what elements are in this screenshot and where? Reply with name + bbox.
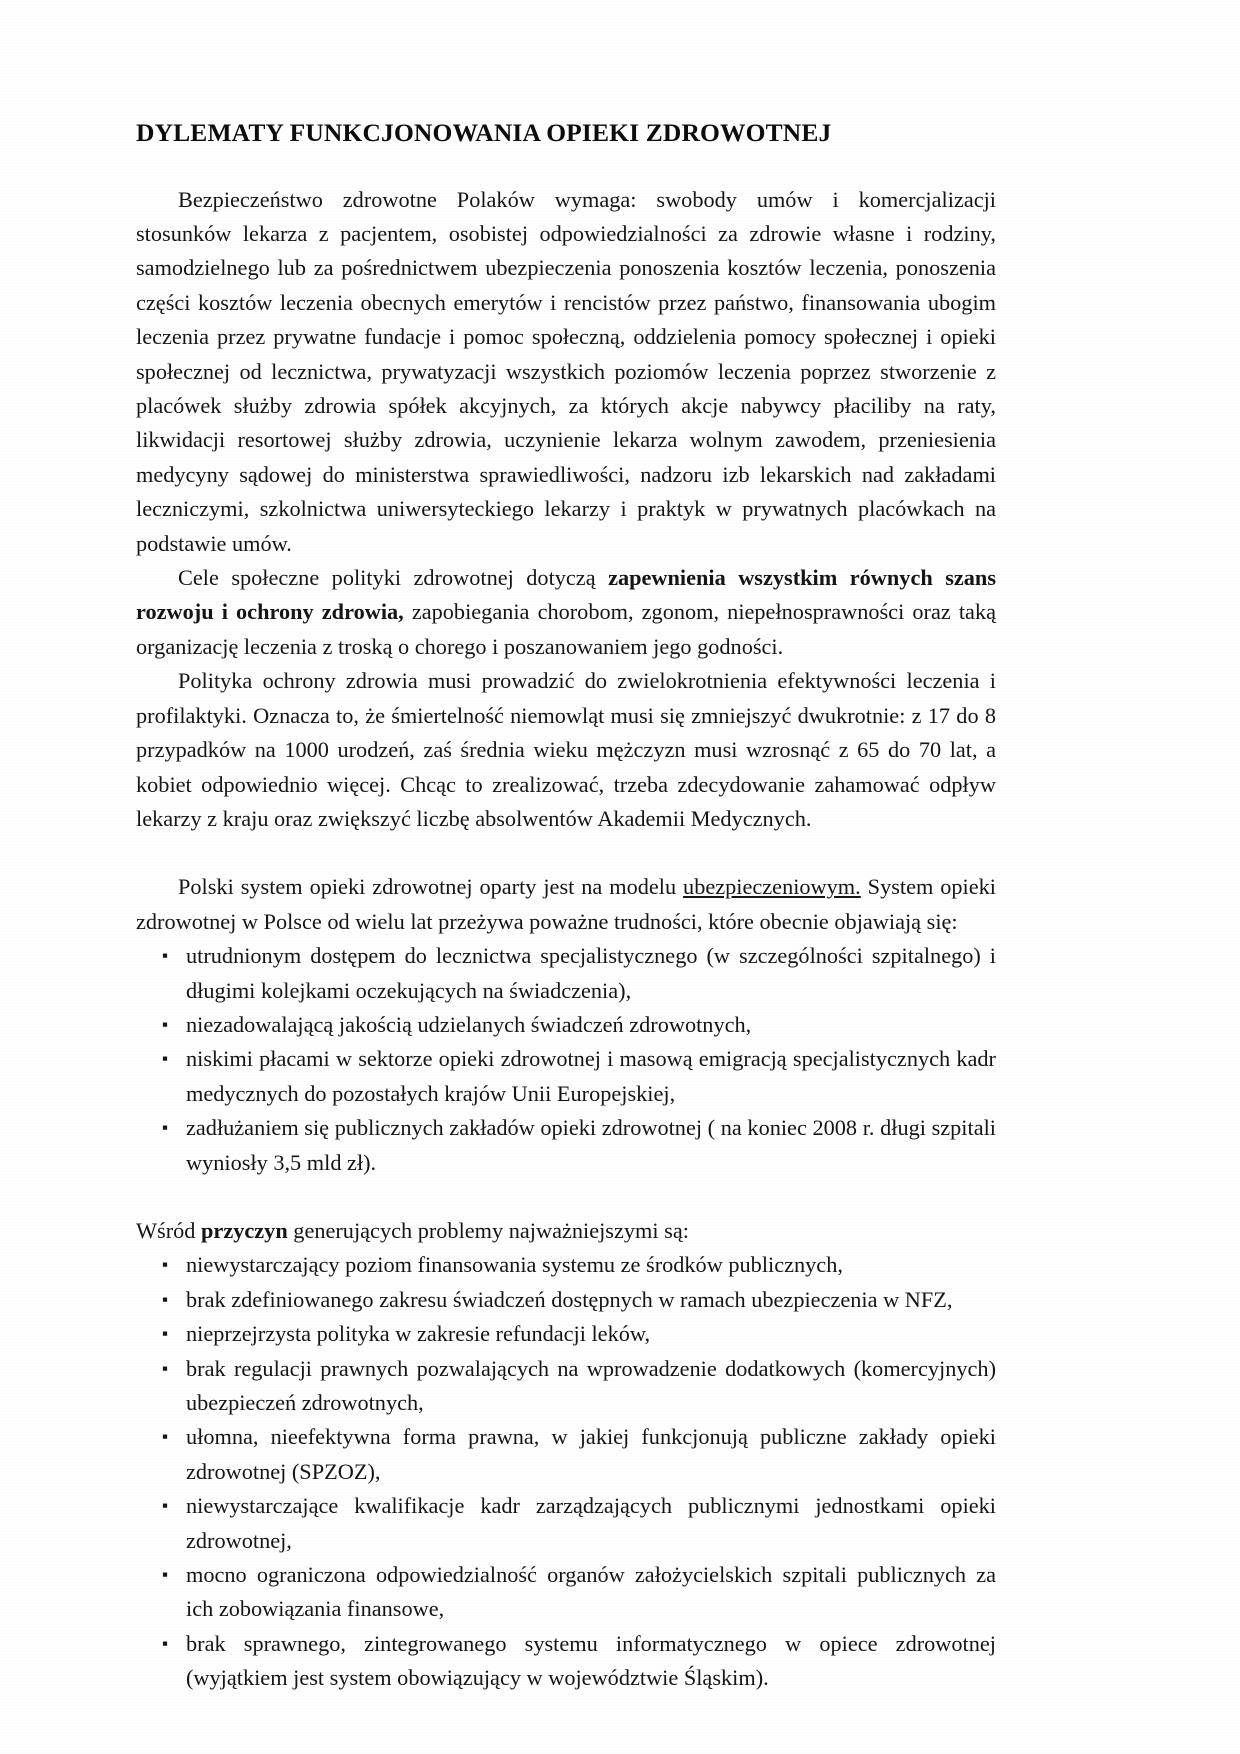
bullet-icon: ▪ bbox=[162, 1324, 169, 1344]
section-spacer bbox=[136, 1180, 996, 1214]
list-item-text: ułomna, nieefektywna forma prawna, w jakiej funkcjonują publiczne zakłady opieki zdrowotnej (SPZOZ), bbox=[186, 1424, 996, 1484]
list-item-text: brak sprawnego, zintegrowanego systemu informatycznego w opiece zdrowotnej (wyjątkiem jest system obowiązujący w województwie Śląskim). bbox=[186, 1630, 996, 1691]
causes-lead-line bbox=[136, 1214, 996, 1248]
list-item-text: brak zdefiniowanego zakresu świadczeń dostępnych w ramach ubezpieczenia w NFZ, bbox=[186, 1286, 953, 1312]
causes-lead-after: generujących problemy najważniejszymi są: bbox=[287, 1217, 689, 1243]
causes-lead-before: Wśród bbox=[136, 1217, 202, 1243]
list-item-text: nieprzejrzysta polityka w zakresie refundacji leków, bbox=[186, 1321, 651, 1347]
bullet-icon: ▪ bbox=[162, 1255, 169, 1275]
paragraph-bezpieczenstwo: Bezpieczeństwo zdrowotne Polaków wymaga: swobody umów i komercjalizacji stosunków lekarza z pacjentem, osobistej odpowiedzialności za zdrowie własne i rodziny, samodzielnego lub za pośrednictwem ubezpieczenia ponoszenia kosztów leczenia, ponoszenia części kosztów leczenia obecnych emerytów i rencistów przez państwo, finansowania ubogim leczenia przez prywatne fundacje i pomoc społeczną, oddzielenia pomocy społecznej i opieki społecznej od lecznictwa, prywatyzacji wszystkich poziomów leczenia poprzez stworzenie z placówek służby zdrowia spółek akcyjnych, za których akcje nabywcy płaciliby na raty, likwidacji resortowej służby zdrowia, uczynienie lekarza wolnym zawodem, przeniesienia medycyny sądowej do ministerstwa sprawiedliwości, nadzoru izb lekarskich nad zakładami leczniczymi, szkolnictwa uniwersyteckiego lekarzy i praktyk w prywatnych placówkach na podstawie umów. bbox=[136, 186, 996, 556]
list-item bbox=[136, 1352, 996, 1421]
paragraph-cele-lead: Cele społeczne polityki zdrowotnej dotyczą bbox=[178, 565, 609, 591]
bullet-icon: ▪ bbox=[162, 1118, 169, 1138]
causes-lead-bold: przyczyn bbox=[201, 1217, 288, 1243]
paragraph-polski-tail: System opieki zdrowotnej w Polsce od wielu lat przeżywa poważne trudności, które obecnie objawiają się: bbox=[136, 874, 996, 934]
bullet-icon: ▪ bbox=[162, 1633, 169, 1653]
bullet-icon: ▪ bbox=[162, 1427, 169, 1447]
paragraph-polityka-ochrony: Polityka ochrony zdrowia musi prowadzić do zwielokrotnienia efektywności leczenia i profilaktyki. Oznacza to, że śmiertelność niemowląt musi się zmniejszyć dwukrotnie: z 17 do 8 przypadków na 1000 urodzeń, zaś średnia wieku mężczyzn musi wzrosnąć z 65 do 70 lat, a kobiet odpowiednio więcej. Chcąc to zrealizować, trzeba zdecydowanie zahamować odpływ lekarzy z kraju oraz zwiększyć liczbę absolwentów Akademii Medycznych. bbox=[136, 668, 996, 831]
list-item-text: niewystarczające kwalifikacje kadr zarządzających publicznymi jednostkami opieki zdrowotnej, bbox=[186, 1493, 996, 1553]
list-item bbox=[136, 1042, 996, 1111]
paragraph-cele-bold-phrase: zapewnienia wszystkim równych szans rozwoju i ochrony zdrowia, bbox=[136, 565, 996, 625]
list-item bbox=[136, 939, 996, 1008]
term-ubezpieczeniowym: ubezpieczeniowym. bbox=[683, 874, 861, 900]
causes-list bbox=[136, 1248, 996, 1695]
paragraph-cele-spoleczne bbox=[136, 561, 996, 664]
list-item bbox=[136, 1111, 996, 1180]
list-item-text: niskimi płacami w sektorze opieki zdrowotnej i masową emigracją specjalistycznych kadr medycznych do pozostałych krajów Unii Europejskiej, bbox=[186, 1046, 996, 1106]
document-body bbox=[136, 118, 996, 1696]
list-item bbox=[136, 1558, 996, 1627]
page-title: DYLEMATY FUNKCJONOWANIA OPIEKI ZDROWOTNEJ bbox=[136, 118, 832, 147]
paragraph-cele-tail: zapobiegania chorobom, zgonom, niepełnosprawności oraz taką organizację leczenia z troską o chorego i poszanowaniem jego godności. bbox=[136, 599, 996, 659]
paragraph-polski-system bbox=[136, 870, 996, 939]
list-item bbox=[136, 1420, 996, 1489]
list-item bbox=[136, 1627, 996, 1696]
bullet-icon: ▪ bbox=[162, 1014, 169, 1034]
bullet-icon: ▪ bbox=[162, 1358, 169, 1378]
bullet-icon: ▪ bbox=[162, 1289, 169, 1309]
list-item bbox=[136, 1317, 996, 1351]
bullet-icon: ▪ bbox=[162, 1049, 169, 1069]
list-item bbox=[136, 1248, 996, 1282]
bullet-icon: ▪ bbox=[162, 1565, 169, 1585]
bullet-icon: ▪ bbox=[162, 946, 169, 966]
list-item-text: mocno ograniczona odpowiedzialność organów założycielskich szpitali publicznych za ich zobowiązania finansowe, bbox=[186, 1562, 996, 1622]
list-item-text: niezadowalającą jakością udzielanych świadczeń zdrowotnych, bbox=[186, 1011, 752, 1037]
section-spacer bbox=[136, 836, 996, 870]
list-item bbox=[136, 1283, 996, 1317]
paragraph-polski-lead: Polski system opieki zdrowotnej oparty jest na modelu bbox=[178, 874, 684, 900]
problems-list bbox=[136, 939, 996, 1180]
list-item bbox=[136, 1489, 996, 1558]
list-item-text: niewystarczający poziom finansowania systemu ze środków publicznych, bbox=[186, 1252, 843, 1278]
list-item-text: brak regulacji prawnych pozwalających na wprowadzenie dodatkowych (komercyjnych) ubezpieczeń zdrowotnych, bbox=[186, 1355, 996, 1415]
bullet-icon: ▪ bbox=[162, 1496, 169, 1516]
list-item-text: zadłużaniem się publicznych zakładów opieki zdrowotnej ( na koniec 2008 r. długi szpitali wyniosły 3,5 mld zł). bbox=[186, 1115, 996, 1175]
list-item-text: utrudnionym dostępem do lecznictwa specjalistycznego (w szczególności szpitalnego) i długimi kolejkami oczekujących na świadczenia), bbox=[186, 943, 996, 1003]
list-item bbox=[136, 1008, 996, 1042]
